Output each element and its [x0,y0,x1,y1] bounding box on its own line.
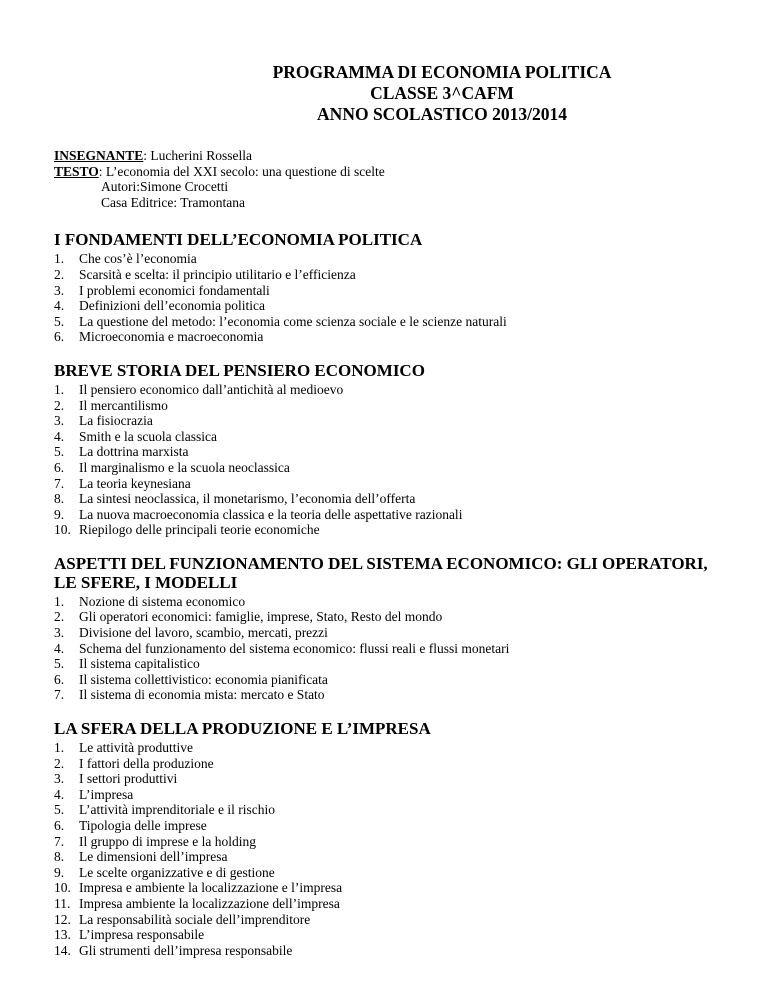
item-number: 10. [54,522,71,538]
list-item [54,251,734,267]
item-number: 6. [54,671,65,687]
list-item [54,413,734,429]
item-number: 3. [54,282,65,298]
list-item [54,880,734,896]
list-item [54,865,734,881]
item-number: 2. [54,397,65,413]
authors-line: Autori:Simone Crocetti [101,179,229,195]
title-line-1: PROGRAMMA DI ECONOMIA POLITICA [272,62,612,82]
list-item [54,625,734,641]
item-number: 5. [54,313,65,329]
item-number: 3. [54,771,65,787]
item-number: 4. [54,640,65,656]
teacher-label: INSEGNANTE [54,148,144,163]
text-value: : L’economia del XXI secolo: una questione di scelte [98,163,385,179]
item-number: 4. [54,786,65,802]
text-row [54,164,734,180]
item-text: Il mercantilismo [79,397,168,413]
item-number: 9. [54,506,65,522]
item-text: La nuova macroeconomia classica e la teoria delle aspettative razionali [79,506,463,522]
text-label: TESTO [54,163,99,179]
section-heading: ASPETTI DEL FUNZIONAMENTO DEL SISTEMA ECONOMICO: GLI OPERATORI, LE SFERE, I MODELLI [54,553,708,592]
item-number: 13. [54,927,71,943]
item-text: Riepilogo delle principali teorie economiche [79,522,320,538]
item-text: Definizioni dell’economia politica [79,298,265,314]
list-item [54,283,734,299]
item-text: Il gruppo di imprese e la holding [79,833,256,849]
item-text: Smith e la scuola classica [79,428,217,444]
list-item [54,787,734,803]
item-number: 2. [54,266,65,282]
section-heading: BREVE STORIA DEL PENSIERO ECONOMICO [54,360,425,380]
list-item [54,398,734,414]
item-text: Impresa e ambiente la localizzazione e l’impresa [79,880,343,896]
item-number: 2. [54,609,65,625]
item-text: Scarsità e scelta: il principio utilitario e l’efficienza [79,266,356,282]
list-item [54,896,734,912]
list-item [54,444,734,460]
item-number: 9. [54,864,65,880]
item-number: 8. [54,849,65,865]
topic-list [54,251,734,345]
document-header [54,62,734,125]
item-number: 5. [54,444,65,460]
item-text: La fisiocrazia [79,413,153,429]
publisher-line: Casa Editrice: Tramontana [101,194,245,210]
item-text: I fattori della produzione [79,755,214,771]
title-line-2: CLASSE 3^CAFM [370,83,514,103]
item-number: 3. [54,625,65,641]
item-number: 6. [54,818,65,833]
item-number: 11. [54,895,71,911]
item-number: 7. [54,475,65,491]
list-item [54,314,734,330]
list-item [54,522,734,538]
list-item [54,849,734,865]
item-text: Il sistema collettivistico: economia pianificata [79,671,328,687]
item-text: Che cos’è l’economia [79,251,197,267]
item-text: Gli operatori economici: famiglie, imprese, Stato, Resto del mondo [79,609,443,625]
section-fondamenti [54,230,734,345]
list-item [54,672,734,688]
list-item [54,476,734,492]
title-line-3: ANNO SCOLASTICO 2013/2014 [317,104,567,124]
list-item [54,740,734,756]
item-number: 8. [54,491,65,507]
item-text: I problemi economici fondamentali [79,282,270,298]
list-item [54,267,734,283]
item-text: Il sistema di economia mista: mercato e Stato [79,687,325,703]
document-page [54,62,734,958]
list-item [54,927,734,943]
item-text: La questione del metodo: l’economia come scienza sociale e le scienze naturali [79,313,507,329]
item-number: 1. [54,593,65,609]
item-text: Le dimensioni dell’impresa [79,849,228,865]
item-number: 14. [54,942,71,958]
item-text: Il pensiero economico dall’antichità al medioevo [79,381,344,397]
item-text: La responsabilità sociale dell’imprenditore [79,911,311,927]
item-text: Nozione di sistema economico [79,593,246,609]
item-number: 1. [54,251,65,267]
list-item [54,943,734,959]
list-item [54,298,734,314]
item-text: Il marginalismo e la scuola neoclassica [79,459,290,475]
item-text: Schema del funzionamento del sistema economico: flussi reali e flussi monetari [79,640,510,656]
item-number: 2. [54,755,65,771]
item-text: I settori produttivi [79,771,178,787]
list-item [54,609,734,625]
topic-list [54,594,734,703]
item-text: L’impresa responsabile [79,927,205,943]
list-item [54,329,734,345]
list-item [54,491,734,507]
item-text: Le attività produttive [79,740,193,756]
list-item [54,756,734,772]
item-text: Gli strumenti dell’impresa responsabile [79,942,293,958]
list-item [54,912,734,928]
item-text: La teoria keynesiana [79,475,191,491]
section-heading: LA SFERA DELLA PRODUZIONE E L’IMPRESA [54,719,431,739]
item-text: Impresa ambiente la localizzazione dell’impresa [79,895,340,911]
list-item [54,507,734,523]
list-item [54,802,734,818]
item-number: 6. [54,329,65,345]
course-info [54,148,734,210]
item-text: La dottrina marxista [79,444,189,460]
section-sistema-economico [54,554,734,703]
item-number: 4. [54,298,65,314]
item-text: L’impresa [79,786,134,802]
teacher-value: : Lucherini Rossella [143,148,253,163]
section-storia-pensiero [54,361,734,538]
list-item [54,594,734,610]
list-item [54,656,734,672]
list-item [54,429,734,445]
item-text: Tipologia delle imprese [79,818,207,833]
section-produzione-impresa [54,719,734,958]
list-item [54,834,734,850]
item-text: Microeconomia e macroeconomia [79,329,264,345]
list-item [54,641,734,657]
item-number: 6. [54,459,65,475]
item-text: L’attività imprenditoriale e il rischio [79,802,275,818]
list-item [54,460,734,476]
topic-list [54,740,734,958]
item-number: 3. [54,413,65,429]
teacher-row [54,148,734,164]
item-number: 5. [54,802,65,818]
list-item [54,818,734,834]
item-number: 1. [54,740,65,756]
item-number: 10. [54,880,71,896]
item-number: 5. [54,656,65,672]
item-number: 4. [54,428,65,444]
item-text: Le scelte organizzative e di gestione [79,864,275,880]
topic-list [54,382,734,538]
item-number: 7. [54,833,65,849]
item-number: 7. [54,687,65,703]
list-item [54,687,734,703]
item-text: Il sistema capitalistico [79,656,200,672]
list-item [54,771,734,787]
item-number: 12. [54,911,71,927]
item-text: La sintesi neoclassica, il monetarismo, l’economia dell’offerta [79,491,416,507]
item-text: Divisione del lavoro, scambio, mercati, prezzi [79,625,328,641]
item-number: 1. [54,381,65,397]
list-item [54,382,734,398]
section-heading: I FONDAMENTI DELL’ECONOMIA POLITICA [54,230,423,250]
